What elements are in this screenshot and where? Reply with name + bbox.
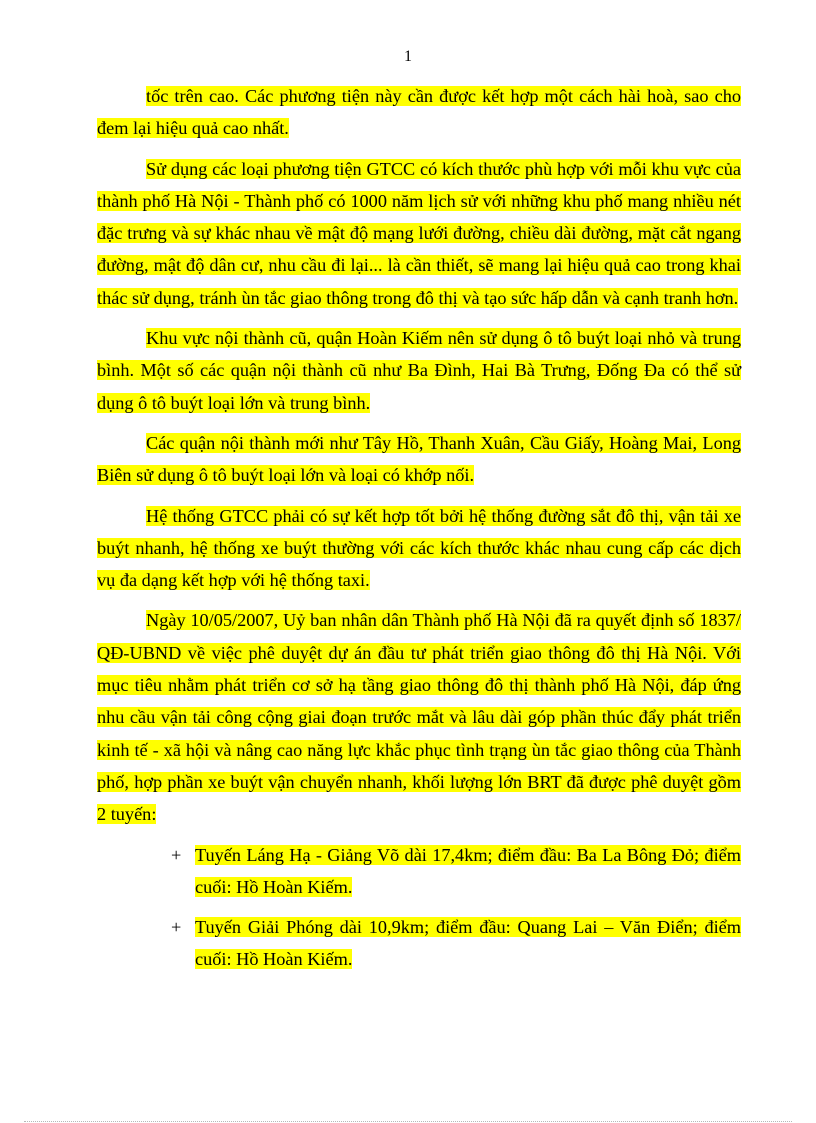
document-body — [97, 80, 741, 984]
list-item — [97, 911, 741, 976]
paragraph-vehicle-sizes — [97, 153, 741, 314]
page-number: 1 — [404, 48, 412, 65]
paragraph-decision-1837 — [97, 604, 741, 830]
highlighted-text: Khu vực nội thành cũ, quận Hoàn Kiếm nên sử dụng ô tô buýt loại nhỏ và trung bình. Một số các quận nội thành cũ như Ba Đình, Hai Bà Trưng, Đống Đa có thể sử dụng ô tô buýt loại lớn và trung bình. — [97, 328, 741, 413]
highlighted-text: Ngày 10/05/2007, Uỷ ban nhân dân Thành phố Hà Nội đã ra quyết định số 1837/ QĐ-UBND về việc phê duyệt dự án đầu tư phát triển giao thông đô thị Hà Nội. Với mục tiêu nhằm phát triển cơ sở hạ tầng giao thông đô thị thành phố Hà Nội, đáp ứng nhu cầu vận tải công cộng giai đoạn trước mắt và lâu dài góp phần thúc đẩy phát triển kinh tế - xã hội và nâng cao năng lực khắc phục tình trạng ùn tắc giao thông của Thành phố, hợp phần xe buýt vận chuyển nhanh, khối lượng lớn BRT đã được phê duyệt gồm 2 tuyến: — [97, 610, 741, 825]
highlighted-text: tốc trên cao. Các phương tiện này cần được kết hợp một cách hài hoà, sao cho đem lại hiệu quả cao nhất. — [97, 86, 741, 139]
paragraph-old-inner-districts — [97, 322, 741, 419]
highlighted-text: Hệ thống GTCC phải có sự kết hợp tốt bởi hệ thống đường sắt đô thị, vận tải xe buýt nhanh, hệ thống xe buýt thường với các kích thước khác nhau cung cấp các dịch vụ đa dạng kết hợp với hệ thống taxi. — [97, 505, 741, 591]
list-item — [97, 839, 741, 904]
bullet-marker: + — [171, 844, 182, 865]
paragraph-gtcc-system — [97, 500, 741, 597]
highlighted-text: Tuyến Giải Phóng dài 10,9km; điểm đầu: Quang Lai – Văn Điển; điểm cuối: Hồ Hoàn Kiếm. — [195, 917, 741, 970]
highlighted-text: Sử dụng các loại phương tiện GTCC có kích thước phù hợp với mỗi khu vực của thành phố Hà Nội - Thành phố có 1000 năm lịch sử với những khu phố mang nhiều nét đặc trưng và sự khác nhau về mật độ mạng lưới đường, chiều dài đường, mặt cắt ngang đường, mật độ dân cư, nhu cầu đi lại... là cần thiết, sẽ mang lại hiệu quả cao trong khai thác sử dụng, tránh ùn tắc giao thông trong đô thị và tạo sức hấp dẫn và cạnh tranh hơn. — [97, 158, 741, 308]
paragraph-new-inner-districts — [97, 427, 741, 492]
paragraph-continuation — [97, 80, 741, 145]
highlighted-text: Tuyến Láng Hạ - Giảng Võ dài 17,4km; điểm đầu: Ba La Bông Đỏ; điểm cuối: Hồ Hoàn Kiếm. — [195, 844, 741, 897]
bullet-marker: + — [171, 917, 182, 938]
highlighted-text: Các quận nội thành mới như Tây Hồ, Thanh Xuân, Cầu Giấy, Hoàng Mai, Long Biên sử dụng ô tô buýt loại lớn và loại có khớp nối. — [97, 432, 741, 486]
brt-route-list — [97, 839, 741, 976]
page-bottom-divider — [24, 1121, 792, 1122]
